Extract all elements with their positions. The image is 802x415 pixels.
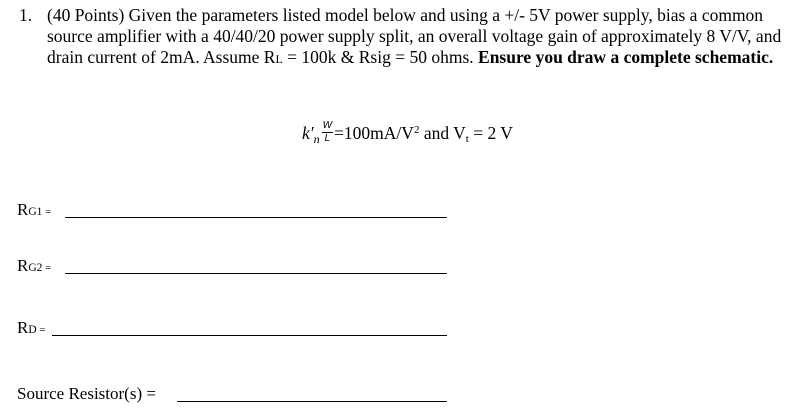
rg1-field <box>17 196 447 220</box>
fraction-denominator: L <box>324 133 331 145</box>
vt-value: = 2 V <box>468 123 513 143</box>
source-resistor-label: Source Resistor(s) = <box>17 384 156 403</box>
w-over-l-fraction <box>322 121 333 144</box>
source-resistor-field <box>17 380 447 404</box>
kn-value: =100mA/V <box>334 123 414 143</box>
fraction-numerator: W <box>322 120 333 132</box>
vt-text: and V <box>419 123 466 143</box>
kn-symbol: k′ <box>302 123 314 143</box>
source-resistor-answer-line[interactable] <box>177 401 447 402</box>
kn-exponent: 2 <box>413 124 420 136</box>
question-text <box>47 5 799 70</box>
kn-subscript: n <box>313 132 320 146</box>
vt-subscript: t <box>465 133 469 145</box>
rg2-field <box>17 252 447 276</box>
question-text-mid: = 100k & Rsig = 50 ohms. <box>282 47 479 67</box>
question-number: 1. <box>19 5 33 25</box>
rd-label: RD = <box>17 318 46 337</box>
rg1-answer-line[interactable] <box>65 217 447 218</box>
rd-field <box>17 314 447 338</box>
rg1-label: RG1 = <box>17 200 52 219</box>
rg2-answer-line[interactable] <box>65 273 447 274</box>
question-text-main: (40 Points) Given the parameters listed model below and using a +/- 5V power supply, bias a common source amplifier with a 40/40/20 power supply split, an overall voltage gain of approximately 8 V/V, and drain current of 2mA. Assume R <box>47 5 782 67</box>
device-parameters <box>302 118 513 151</box>
rd-answer-line[interactable] <box>52 335 447 336</box>
rl-subscript: L <box>275 52 283 66</box>
rg2-label: RG2 = <box>17 256 52 275</box>
question-text-bold: Ensure you draw a complete schematic. <box>478 47 774 67</box>
